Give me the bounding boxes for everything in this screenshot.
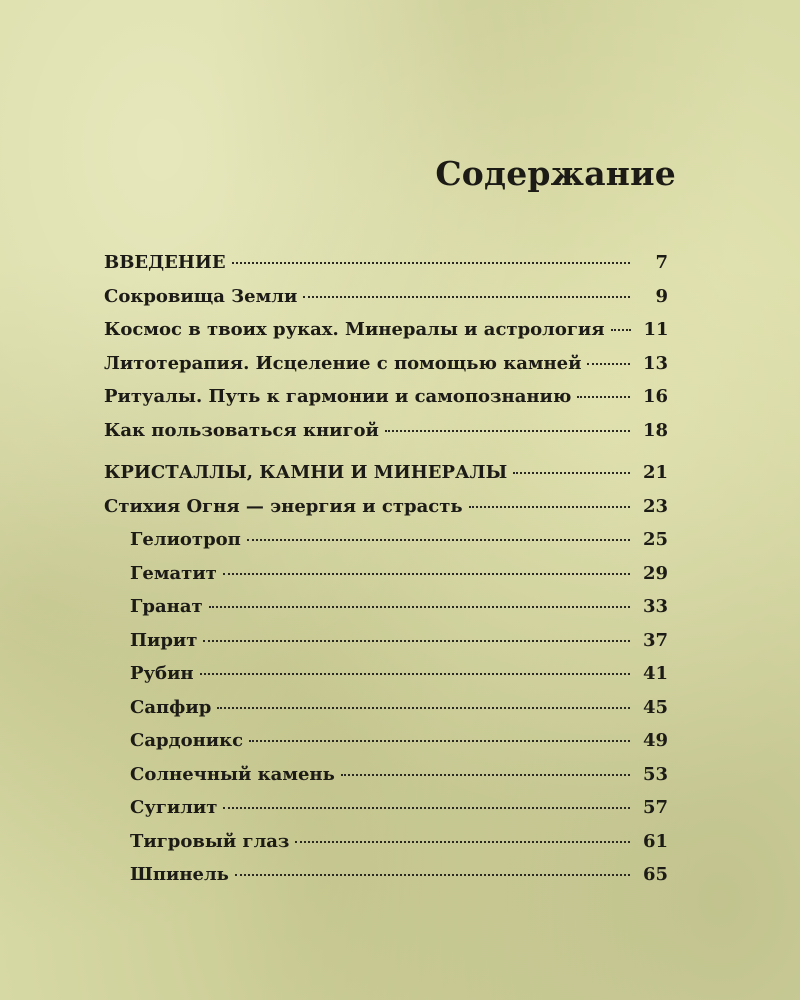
toc-entry-page: 33 xyxy=(642,596,668,617)
toc-entry-page: 21 xyxy=(642,462,668,483)
dot-leader xyxy=(587,363,630,365)
toc-entry-label: КРИСТАЛЛЫ, КАМНИ И МИНЕРАЛЫ xyxy=(104,462,508,483)
toc-entry[interactable] xyxy=(104,496,668,530)
dot-leader xyxy=(577,396,630,398)
toc-entry-page: 45 xyxy=(642,696,668,718)
toc-entry-label: Литотерапия. Исцеление с помощью камней xyxy=(104,352,582,374)
toc-subentry[interactable] xyxy=(104,663,668,697)
toc-entry-page: 49 xyxy=(642,730,668,751)
toc-entry-label: Сардоникс xyxy=(130,730,244,751)
toc-entry-label: ВВЕДЕНИЕ xyxy=(104,252,226,273)
dot-leader xyxy=(385,430,630,432)
toc-entry-label: Солнечный камень xyxy=(130,763,335,785)
toc-entry-label: Шпинель xyxy=(130,864,229,885)
toc-entry-label: Стихия Огня — энергия и страсть xyxy=(104,495,463,517)
toc-entry-label: Гелиотроп xyxy=(130,529,241,550)
dot-leader xyxy=(249,740,630,742)
dot-leader xyxy=(223,573,630,575)
toc-entry-page: 53 xyxy=(642,763,668,785)
toc-entry-page: 29 xyxy=(642,562,668,584)
toc-entry[interactable] xyxy=(104,319,668,353)
toc-entry[interactable] xyxy=(104,286,668,320)
toc-subentry[interactable] xyxy=(104,563,668,597)
dot-leader xyxy=(235,874,630,876)
toc-subentry[interactable] xyxy=(104,630,668,664)
toc-entry-label: Гранат xyxy=(130,596,203,617)
dot-leader xyxy=(513,472,630,474)
toc-entry-page: 65 xyxy=(642,864,668,885)
toc-entry-label: Сокровища Земли xyxy=(104,285,298,307)
page-title: Содержание xyxy=(435,154,676,193)
toc-entry-label: Гематит xyxy=(130,562,217,584)
dot-leader xyxy=(203,640,630,642)
toc-entry-page: 61 xyxy=(642,830,668,852)
toc-entry-label: Тигровый глаз xyxy=(130,830,290,852)
dot-leader xyxy=(303,296,630,298)
toc-entry-page: 37 xyxy=(642,629,668,651)
toc-subentry[interactable] xyxy=(104,864,668,898)
toc-entry-page: 25 xyxy=(642,529,668,550)
toc-entry-page: 23 xyxy=(642,495,668,517)
toc-subentry[interactable] xyxy=(104,596,668,630)
toc-entry[interactable] xyxy=(104,386,668,420)
dot-leader xyxy=(469,506,630,508)
toc-entry-page: 57 xyxy=(642,797,668,818)
toc-entry-label: Рубин xyxy=(130,663,194,684)
dot-leader xyxy=(200,673,630,675)
toc-subentry[interactable] xyxy=(104,797,668,831)
toc-entry-label: Космос в твоих руках. Минералы и астрология xyxy=(104,319,605,340)
toc-entry-page: 9 xyxy=(655,285,668,307)
toc-entry-label: Пирит xyxy=(130,629,198,651)
dot-leader xyxy=(232,262,630,264)
toc-entry[interactable] xyxy=(104,353,668,387)
toc-entry[interactable] xyxy=(104,420,668,454)
toc-subentry[interactable] xyxy=(104,697,668,731)
dot-leader xyxy=(247,539,630,541)
dot-leader xyxy=(295,841,630,843)
toc-entry-label: Сапфир xyxy=(130,696,212,718)
toc-subentry[interactable] xyxy=(104,764,668,798)
toc-entry-label: Ритуалы. Путь к гармонии и самопознанию xyxy=(104,386,572,407)
toc-entry-page: 11 xyxy=(643,319,669,340)
toc-subentry[interactable] xyxy=(104,529,668,563)
toc-subentry[interactable] xyxy=(104,831,668,865)
toc-subentry[interactable] xyxy=(104,730,668,764)
toc-entry-label: Сугилит xyxy=(130,797,218,818)
table-of-contents xyxy=(104,252,668,898)
toc-entry-introduction[interactable] xyxy=(104,252,668,286)
toc-entry-page: 41 xyxy=(642,663,668,684)
toc-entry-page: 7 xyxy=(655,252,668,273)
dot-leader xyxy=(341,774,630,776)
dot-leader xyxy=(209,606,630,608)
toc-entry-page: 18 xyxy=(642,419,668,441)
toc-entry-crystals-section[interactable] xyxy=(104,462,668,496)
dot-leader xyxy=(217,707,630,709)
toc-entry-page: 16 xyxy=(642,386,668,407)
dot-leader xyxy=(611,329,631,331)
toc-entry-page: 13 xyxy=(642,352,668,374)
toc-entry-label: Как пользоваться книгой xyxy=(104,419,379,441)
dot-leader xyxy=(223,807,630,809)
